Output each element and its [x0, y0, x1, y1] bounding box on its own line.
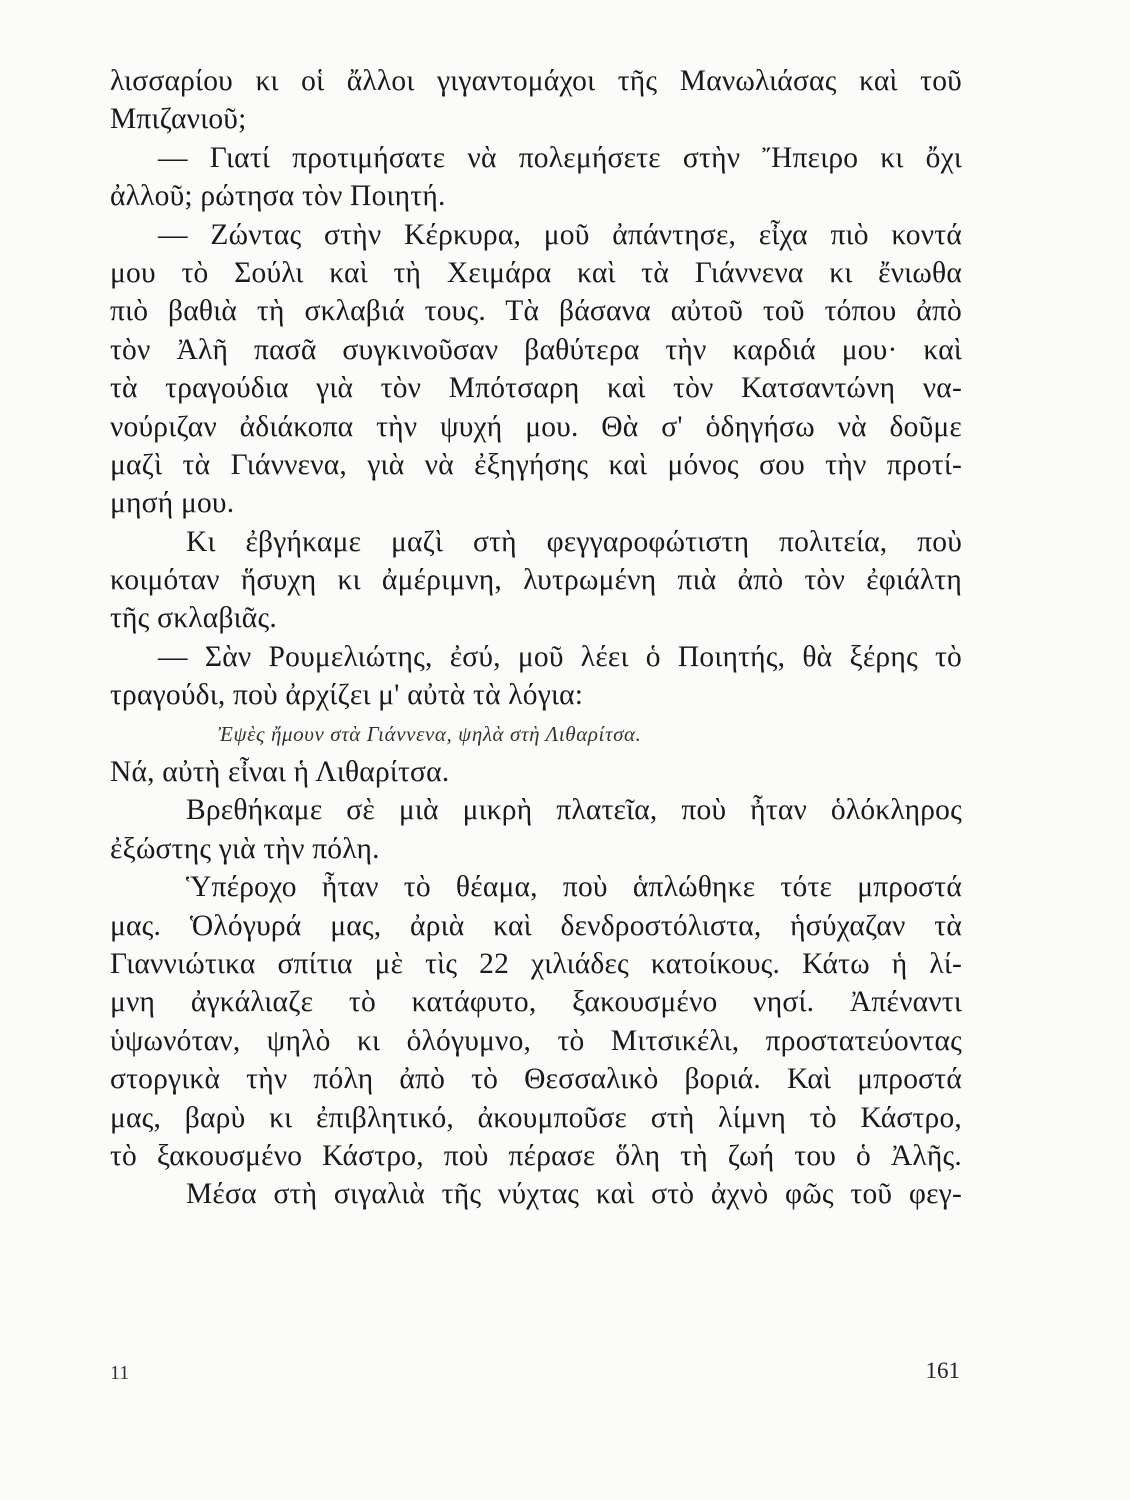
text-line: λισσαρίου κι οἱ ἄλλοι γιγαντομάχοι τῆς Μανωλιάσας καὶ τοῦ	[110, 65, 962, 97]
text-line: τὸν Ἀλῆ πασᾶ συγκινοῦσαν βαθύτερα τὴν καρδιά μου· καὶ	[110, 333, 962, 366]
dialogue-line: — Ζώντας στὴν Κέρκυρα, μοῦ ἀπάντησε, εἶχα πιὸ κοντά	[158, 218, 962, 251]
text-line: μας, βαρὺ κι ἐπιβλητικό, ἀκουμποῦσε στὴ λίμνη τὸ Κάστρο,	[110, 1101, 962, 1134]
text-line: μαζὶ τὰ Γιάννενα, γιὰ νὰ ἐξηγήσης καὶ μόνος σου τὴν προτί-	[110, 448, 962, 481]
text-line: ἐξώστης γιὰ τὴν πόλη.	[110, 832, 380, 865]
text-line: τὸ ξακουσμένο Κάστρο, ποὺ πέρασε ὅλη τὴ ζωή του ὁ Ἀλῆς.	[110, 1139, 962, 1172]
text-line: τὰ τραγούδια γιὰ τὸν Μπότσαρη καὶ τὸν Κατσαντώνη να-	[110, 372, 962, 405]
paragraph-start: Κι ἐβγήκαμε μαζὶ στὴ φεγγαροφώτιστη πολιτεία, ποὺ	[186, 525, 962, 558]
text-line: κοιμόταν ἥσυχη κι ἀμέριμνη, λυτρωμένη πιὰ ἀπὸ τὸν ἐφιάλτη	[110, 564, 962, 597]
dialogue-line: — Γιατί προτιμήσατε νὰ πολεμήσετε στὴν Ἤπειρο κι ὄχι	[158, 141, 962, 174]
paragraph-start: Μέσα στὴ σιγαλιὰ τῆς νύχτας καὶ στὸ ἀχνὸ φῶς τοῦ φεγ-	[186, 1178, 962, 1211]
text-line: Νά, αὐτὴ εἶναι ἡ Λιθαρίτσα.	[110, 756, 450, 789]
text-line: Γιαννιώτικα σπίτια μὲ τὶς 22 χιλιάδες κατοίκους. Κάτω ἡ λί-	[110, 947, 962, 980]
signature-mark: 11	[110, 1362, 130, 1384]
text-line: ὑψωνόταν, ψηλὸ κι ὁλόγυμνο, τὸ Μιτσικέλι, προστατεύοντας	[110, 1024, 962, 1057]
text-line: στοργικὰ τὴν πόλη ἀπὸ τὸ Θεσσαλικὸ βοριά. Καὶ μπροστά	[110, 1063, 962, 1096]
paragraph-start: Βρεθήκαμε σὲ μιὰ μικρὴ πλατεῖα, ποὺ ἦταν ὁλόκληρος	[186, 794, 962, 827]
text-line: νούριζαν ἀδιάκοπα τὴν ψυχή μου. Θὰ σ' ὁδηγήσω νὰ δοῦμε	[110, 410, 962, 443]
text-line: πιὸ βαθιὰ τὴ σκλαβιά τους. Τὰ βάσανα αὐτοῦ τοῦ τόπου ἀπὸ	[110, 295, 962, 328]
text-line: τραγούδι, ποὺ ἀρχίζει μ' αὐτὰ τὰ λόγια:	[110, 679, 584, 712]
paragraph-start: Ὑπέροχο ἦταν τὸ θέαμα, ποὺ ἁπλώθηκε τότε μπροστά	[186, 871, 962, 904]
dialogue-line: — Σὰν Ρουμελιώτης, ἐσύ, μοῦ λέει ὁ Ποιητής, θὰ ξέρης τὸ	[158, 640, 962, 673]
song-verse: Ἐψὲς ἤμουν στὰ Γιάννενα, ψηλὰ στὴ Λιθαρίτσα.	[218, 721, 642, 746]
text-line: τῆς σκλαβιᾶς.	[110, 602, 277, 635]
page-number: 161	[925, 1358, 960, 1383]
body-text	[110, 62, 962, 1214]
text-line: μνη ἀγκάλιαζε τὸ κατάφυτο, ξακουσμένο νησί. Ἀπέναντι	[110, 986, 962, 1019]
text-line: Μπιζανιοῦ;	[110, 103, 247, 136]
text-line: μου τὸ Σούλι καὶ τὴ Χειμάρα καὶ τὰ Γιάννενα κι ἔνιωθα	[110, 256, 962, 289]
text-line: μησή μου.	[110, 487, 235, 520]
text-line: μας. Ὁλόγυρά μας, ἀριὰ καὶ δενδροστόλιστα, ἡσύχαζαν τὰ	[110, 909, 962, 942]
text-line: ἀλλοῦ; ρώτησα τὸν Ποιητή.	[110, 180, 446, 213]
